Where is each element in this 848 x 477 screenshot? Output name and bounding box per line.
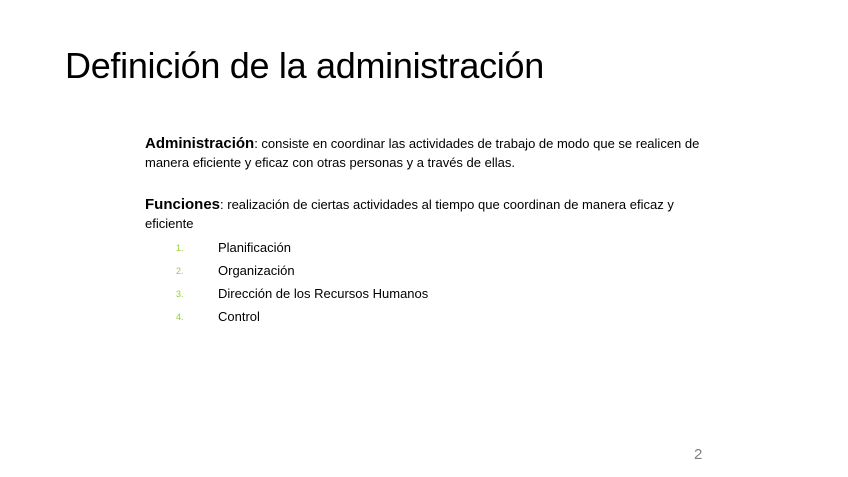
slide-content: [145, 134, 705, 328]
functions-term: Funciones: [145, 196, 221, 213]
list-item-number: 1.: [176, 243, 184, 253]
functions-text: : realización de ciertas actividades al tiempo que coordinan de manera eficaz y eficiente: [145, 197, 674, 231]
definition-text: : consiste en coordinar las actividades de trabajo de modo que se realicen de manera eficiente y eficaz con otras personas y a través de ellas.: [145, 136, 700, 170]
page-number: 2: [694, 446, 703, 463]
list-item-label: Planificación: [218, 240, 291, 255]
functions-paragraph: [145, 195, 705, 233]
list-item: [145, 259, 705, 282]
list-item: [145, 305, 705, 328]
list-item-label: Dirección de los Recursos Humanos: [218, 286, 429, 301]
definition-paragraph: [145, 134, 705, 172]
list-item: [145, 236, 705, 259]
definition-term: Administración: [145, 135, 255, 152]
slide-title: Definición de la administración: [65, 45, 544, 86]
list-item-number: 4.: [176, 312, 184, 322]
list-item-label: Organización: [218, 263, 295, 278]
list-item-number: 3.: [176, 289, 184, 299]
functions-list: [145, 236, 705, 328]
list-item-label: Control: [218, 309, 260, 324]
list-item: [145, 282, 705, 305]
list-item-number: 2.: [176, 266, 184, 276]
